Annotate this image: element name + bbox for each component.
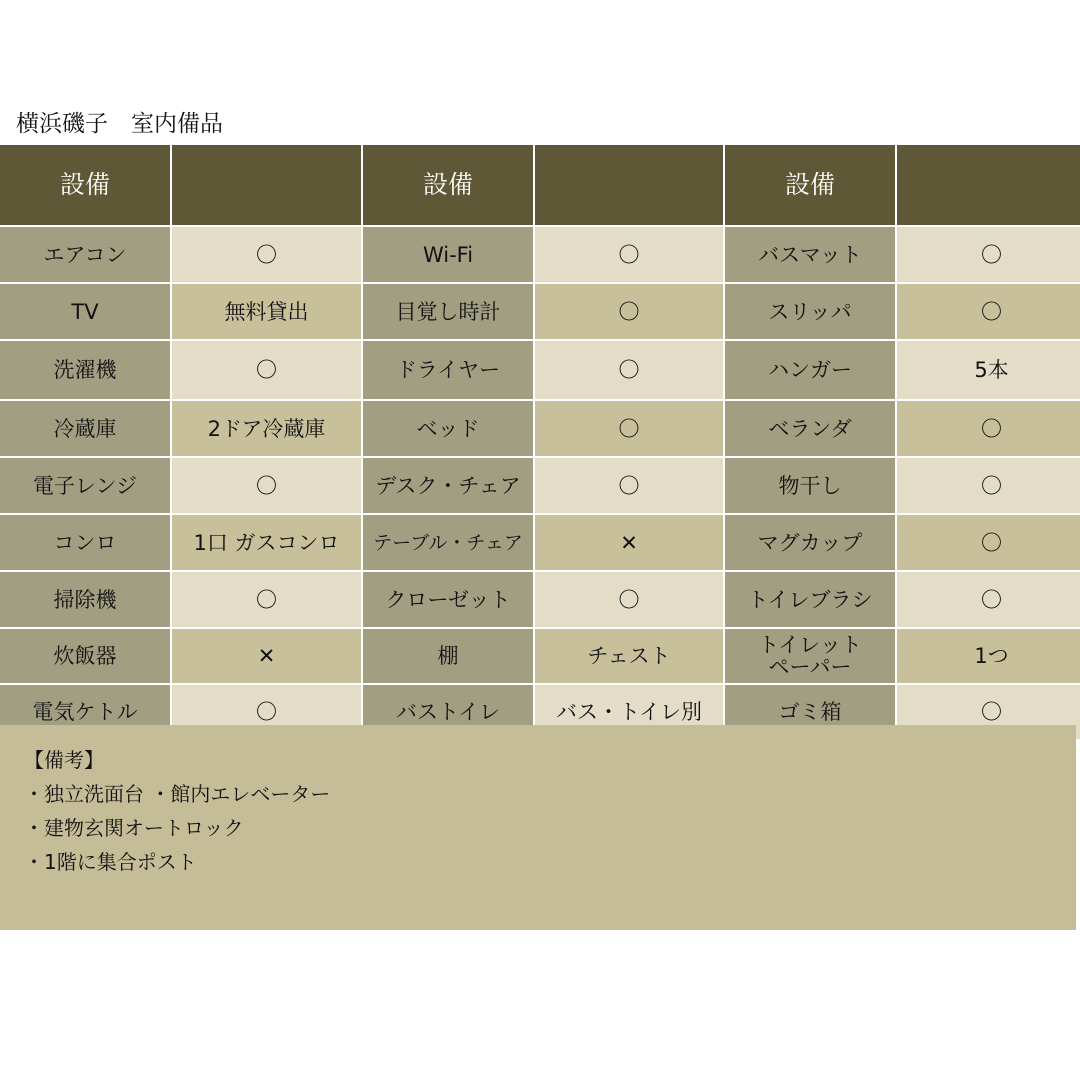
item-value-cell: 〇	[172, 685, 361, 739]
item-value-cell: 〇	[897, 572, 1080, 627]
item-value-cell: 〇	[897, 227, 1080, 282]
item-name-cell: 炊飯器	[0, 629, 170, 683]
item-name-cell: バスマット	[725, 227, 895, 282]
item-name-cell: 物干し	[725, 458, 895, 513]
item-value-cell: 無料貸出	[172, 284, 361, 339]
item-name-cell: エアコン	[0, 227, 170, 282]
notes-box	[0, 725, 1076, 930]
item-name-cell: 冷蔵庫	[0, 401, 170, 456]
item-name-cell: 目覚し時計	[363, 284, 533, 339]
item-value-cell: 〇	[535, 284, 723, 339]
item-value-cell: 〇	[172, 458, 361, 513]
item-name-cell: 洗濯機	[0, 341, 170, 399]
item-name-cell: ハンガー	[725, 341, 895, 399]
item-value-cell: 〇	[897, 458, 1080, 513]
item-value-cell: 〇	[535, 227, 723, 282]
item-name-cell: ゴミ箱	[725, 685, 895, 739]
item-value-cell: 〇	[535, 572, 723, 627]
item-value-cell: 〇	[535, 401, 723, 456]
item-value-cell: 〇	[172, 572, 361, 627]
notes-heading: 【備考】	[24, 748, 104, 772]
item-value-cell: 〇	[535, 458, 723, 513]
item-value-cell: 〇	[172, 227, 361, 282]
item-name-cell: 電子レンジ	[0, 458, 170, 513]
item-value-cell: 5本	[897, 341, 1080, 399]
item-name-cell: トイレット ペーパー	[725, 629, 895, 683]
item-value-cell: 2ドア冷蔵庫	[172, 401, 361, 456]
notes-item: ・建物玄関オートロック	[24, 816, 244, 840]
item-value-cell: 1つ	[897, 629, 1080, 683]
item-name-cell: テーブル・チェア	[363, 515, 533, 570]
item-name-cell: ベッド	[363, 401, 533, 456]
item-name-cell: ドライヤー	[363, 341, 533, 399]
item-name-cell: Wi-Fi	[363, 227, 533, 282]
item-value-cell: 〇	[897, 515, 1080, 570]
header-cell	[172, 145, 361, 225]
item-name-cell: デスク・チェア	[363, 458, 533, 513]
item-name-cell: スリッパ	[725, 284, 895, 339]
page-title: 横浜磯子 室内備品	[16, 111, 223, 137]
item-value-cell: 〇	[897, 284, 1080, 339]
item-value-cell: ✕	[535, 515, 723, 570]
item-value-cell: ✕	[172, 629, 361, 683]
item-value-cell: 〇	[535, 341, 723, 399]
notes-item: ・1階に集合ポスト	[24, 850, 197, 874]
header-cell: 設備	[0, 145, 170, 225]
item-value-cell: 1口 ガスコンロ	[172, 515, 361, 570]
equipment-table	[0, 145, 1078, 739]
header-cell: 設備	[725, 145, 895, 225]
item-name-cell: 棚	[363, 629, 533, 683]
item-name-cell: 掃除機	[0, 572, 170, 627]
item-name-cell: TV	[0, 284, 170, 339]
item-name-cell: 電気ケトル	[0, 685, 170, 739]
item-value-cell: 〇	[172, 341, 361, 399]
notes-item: ・独立洗面台 ・館内エレベーター	[24, 782, 331, 806]
item-name-cell: トイレブラシ	[725, 572, 895, 627]
item-value-cell: 〇	[897, 401, 1080, 456]
item-name-cell: クローゼット	[363, 572, 533, 627]
item-name-cell: マグカップ	[725, 515, 895, 570]
header-cell: 設備	[363, 145, 533, 225]
item-name-cell: コンロ	[0, 515, 170, 570]
item-name-cell: ベランダ	[725, 401, 895, 456]
item-name-cell: バストイレ	[363, 685, 533, 739]
header-cell	[535, 145, 723, 225]
item-value-cell: バス・トイレ別	[535, 685, 723, 739]
item-value-cell: チェスト	[535, 629, 723, 683]
item-value-cell: 〇	[897, 685, 1080, 739]
header-cell	[897, 145, 1080, 225]
